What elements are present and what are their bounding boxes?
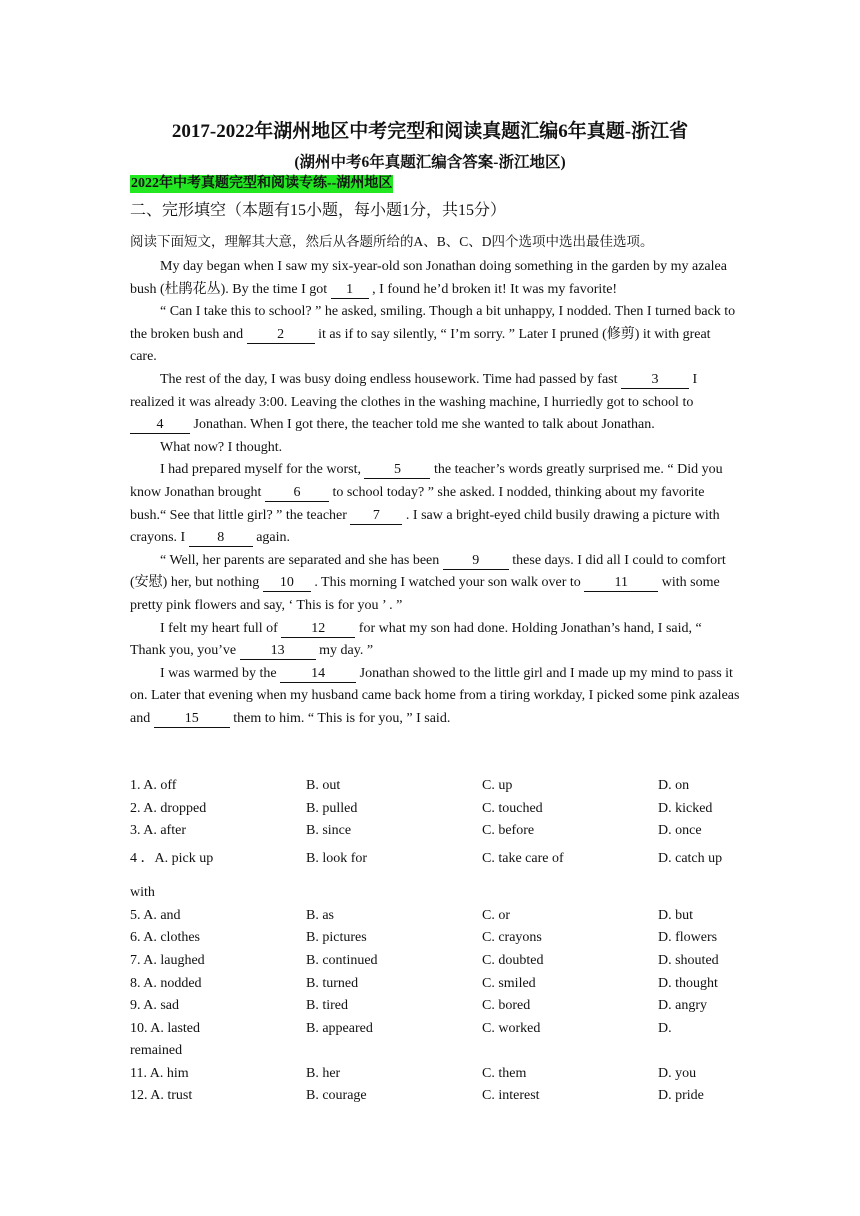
passage-text: I had prepared myself for the worst, — [160, 462, 365, 478]
option-d: D. kicked — [658, 800, 713, 816]
paragraph — [130, 369, 740, 437]
option-c: C. them — [482, 1065, 527, 1081]
option-c: C. interest — [482, 1088, 540, 1104]
blank-5: 5 — [364, 461, 430, 479]
passage-text: . This morning I watched your son walk over to — [310, 575, 585, 591]
option-row — [130, 1085, 740, 1108]
option-c: C. take care of — [482, 850, 564, 866]
option-c: C. smiled — [482, 975, 536, 991]
option-b: B. pulled — [306, 800, 358, 816]
option-d: D. — [658, 1020, 672, 1036]
option-a: 4 ．A. pick up — [130, 850, 214, 866]
option-row — [130, 927, 740, 950]
paragraph — [130, 550, 740, 618]
option-b: B. pictures — [306, 930, 367, 946]
blank-4: 4 — [130, 416, 190, 434]
blank-2: 2 — [247, 326, 315, 344]
blank-10: 10 — [263, 574, 311, 592]
option-b: B. out — [306, 778, 341, 793]
passage-text: with some pretty pink flowers and say, ‘ This is for you ’ . ” — [130, 575, 720, 613]
option-d: D. once — [658, 823, 702, 839]
section-heading: 二、完形填空（本题有15小题，每小题1分，共15分） — [130, 202, 507, 219]
option-a: 7. A. laughed — [130, 952, 205, 968]
blank-12: 12 — [281, 620, 355, 638]
option-b: B. appeared — [306, 1020, 373, 1036]
option-b: B. as — [306, 907, 334, 923]
option-c: C. touched — [482, 800, 543, 816]
option-row — [130, 995, 740, 1018]
passage-text: Jonathan. When I got there, the teacher told me she wanted to talk about Jonathan. — [190, 417, 655, 433]
option-b: B. look for — [306, 850, 368, 866]
option-c: C. or — [482, 907, 510, 923]
option-c: C. doubted — [482, 952, 544, 968]
option-a: 8. A. nodded — [130, 975, 202, 991]
option-row — [130, 1063, 740, 1086]
passage-text: I realized it was already 3:00. Leaving the clothes in the washing machine, I hurriedly got to school to — [130, 371, 698, 410]
paragraph — [130, 663, 740, 731]
option-d: D. shouted — [658, 952, 719, 968]
passage-text: the teacher’s words greatly surprised me. “ Did you know Jonathan brought — [130, 462, 723, 500]
passage-text: for what my son had done. Holding Jonathan’s hand, I said, “ Thank you, you’ve — [130, 620, 702, 659]
option-b: B. turned — [306, 975, 359, 991]
answer-options — [130, 775, 740, 1108]
option-d: D. you — [658, 1065, 697, 1081]
option-a: 12. A. trust — [130, 1088, 193, 1104]
option-a: 1. A. off — [130, 778, 177, 793]
paragraph — [130, 459, 740, 549]
option-a: 3. A. after — [130, 823, 186, 839]
blank-15: 15 — [154, 710, 230, 728]
option-row — [130, 798, 740, 821]
blank-13: 13 — [240, 642, 316, 660]
passage-text: I was warmed by the — [160, 665, 281, 681]
cloze-passage — [130, 256, 740, 730]
option-a: 5. A. and — [130, 907, 181, 923]
passage-text: it as if to say silently, “ I’m sorry. ” Later I pruned (修剪) it with great care. — [130, 326, 711, 365]
passage-text: “ Can I take this to school? ” he asked, smiling. Though a bit unhappy, I nodded. Then I turned back to the broken bush and — [130, 304, 736, 342]
option-b: B. since — [306, 823, 352, 839]
option-c: C. up — [482, 778, 513, 793]
passage-text: again. — [252, 530, 291, 546]
option-row — [130, 905, 740, 928]
blank-6: 6 — [265, 484, 329, 502]
blank-9: 9 — [443, 552, 509, 570]
option-c: C. crayons — [482, 930, 542, 946]
blank-1: 1 — [331, 281, 369, 299]
option-d: D. on — [658, 778, 690, 793]
paragraph: What now? I thought. — [160, 439, 283, 455]
option-d: D. catch up — [658, 850, 723, 866]
option-d-continued: with — [130, 884, 155, 900]
option-row — [130, 775, 740, 798]
option-b: B. continued — [306, 952, 378, 968]
option-c: C. bored — [482, 998, 531, 1014]
option-b: B. tired — [306, 998, 348, 1014]
passage-text: My day began when I saw my six-year-old son Jonathan doing something in the garden by my azalea bush (杜鹃花丛). By the time I got — [130, 259, 727, 297]
passage-text: my day. ” — [315, 643, 374, 659]
document-title: 2017-2022年湖州地区中考完型和阅读真题汇编6年真题-浙江省 — [171, 121, 689, 142]
option-d: D. angry — [658, 998, 707, 1014]
option-row — [130, 973, 740, 996]
option-b: B. courage — [306, 1088, 367, 1104]
option-d: D. thought — [658, 975, 718, 991]
option-d: D. flowers — [658, 930, 718, 946]
paragraph — [130, 256, 740, 301]
document-subtitle: (湖州中考6年真题汇编含答案-浙江地区) — [294, 154, 566, 171]
blank-3: 3 — [621, 371, 689, 389]
blank-7: 7 — [350, 507, 402, 525]
blank-11: 11 — [584, 574, 658, 592]
option-row — [130, 820, 740, 843]
option-d: D. pride — [658, 1088, 704, 1104]
option-row — [130, 1018, 740, 1063]
blank-14: 14 — [280, 665, 356, 683]
passage-text: , I found he’d broken it! It was my favorite! — [368, 281, 618, 297]
option-a: 9. A. sad — [130, 998, 179, 1014]
option-row — [130, 843, 740, 905]
passage-text: these days. I did all I could to comfort (安慰) her, but nothing — [130, 552, 726, 591]
passage-text: “ Well, her parents are separated and she has been — [160, 552, 443, 568]
blank-8: 8 — [189, 529, 253, 547]
passage-text: Jonathan showed to the little girl and I made up my mind to pass it on. Later that evening when my husband came back home from a tiring workday, I picked some pink azaleas and — [130, 665, 740, 726]
paragraph — [130, 301, 740, 369]
option-a: 11. A. him — [130, 1065, 189, 1081]
option-d: D. but — [658, 907, 693, 923]
passage-text: . I saw a bright-eyed child busily drawing a picture with crayons. I — [130, 507, 720, 546]
option-c: C. before — [482, 823, 535, 839]
option-d-continued: remained — [130, 1043, 183, 1059]
highlighted-heading: 2022年中考真题完型和阅读专练--湖州地区 — [131, 176, 393, 191]
option-c: C. worked — [482, 1020, 541, 1036]
option-row — [130, 950, 740, 973]
option-b: B. her — [306, 1065, 341, 1081]
paragraph — [130, 618, 740, 663]
instruction-text: 阅读下面短文，理解其大意，然后从各题所给的A、B、C、D四个选项中选出最佳选项。 — [130, 234, 654, 249]
passage-text: them to him. “ This is for you, ” I said. — [229, 710, 451, 726]
option-a: 2. A. dropped — [130, 800, 207, 816]
option-a: 6. A. clothes — [130, 930, 200, 946]
passage-text: The rest of the day, I was busy doing endless housework. Time had passed by fast — [160, 371, 622, 387]
passage-text: I felt my heart full of — [160, 620, 282, 636]
passage-text: to school today? ” she asked. I nodded, thinking about my favorite bush.“ See that little girl? ” the teacher — [130, 484, 705, 523]
option-a: 10. A. lasted — [130, 1020, 200, 1036]
